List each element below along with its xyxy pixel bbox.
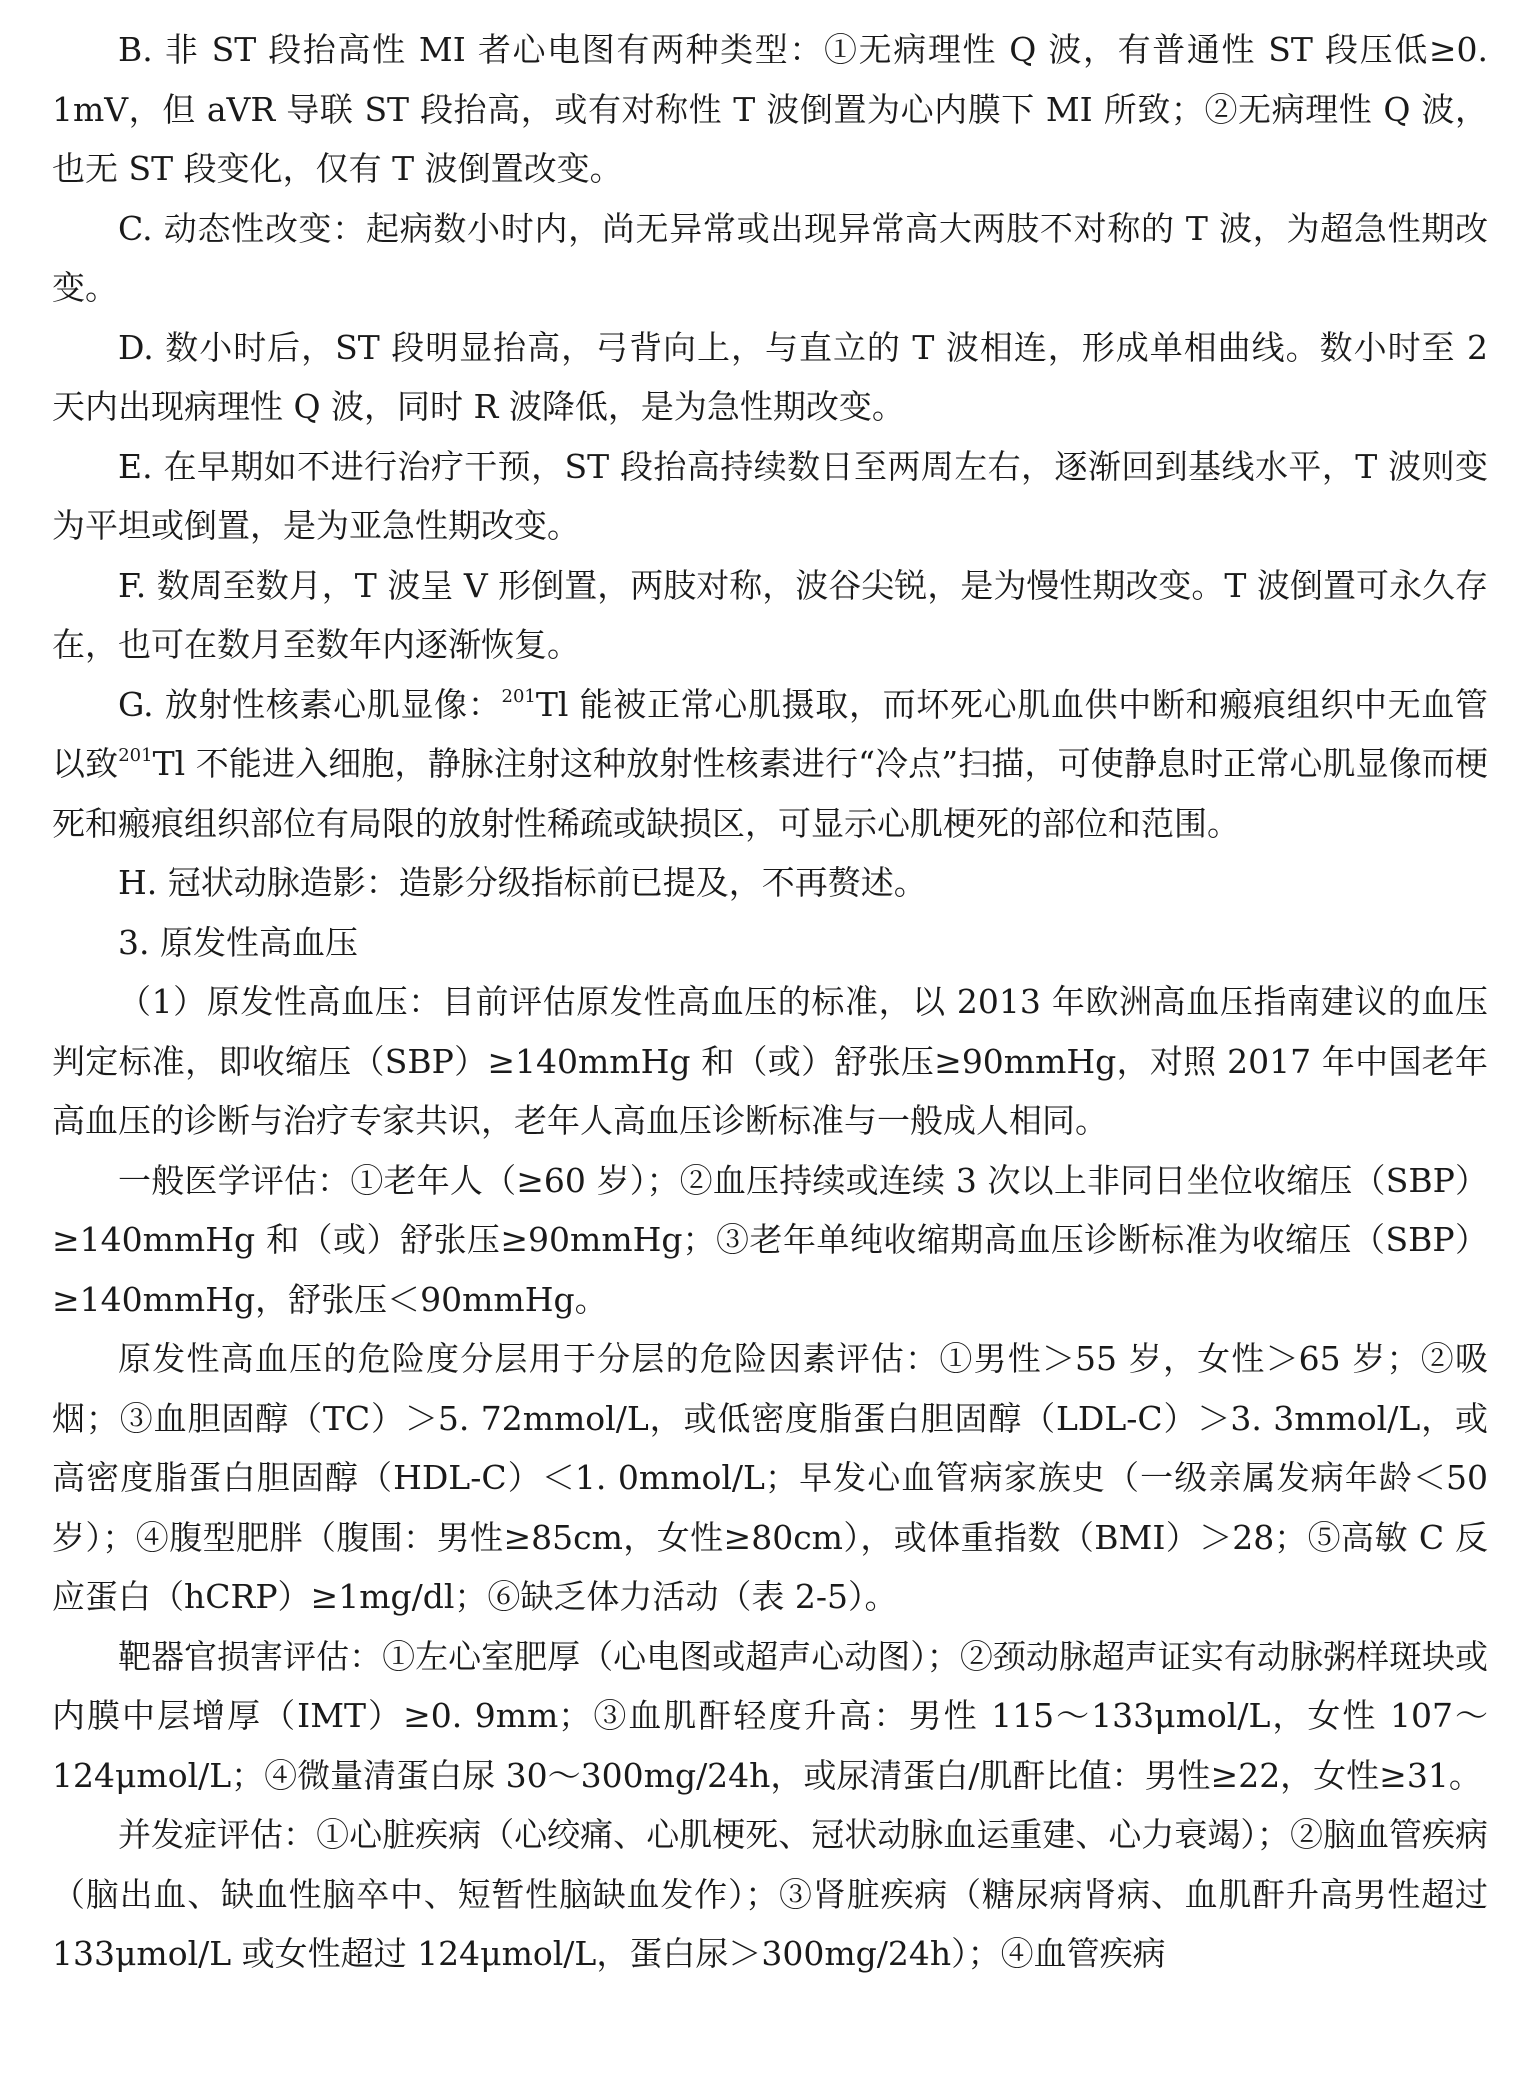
- paragraph-complications: 并发症评估：①心脏疾病（心绞痛、心肌梗死、冠状动脉血运重建、心力衰竭）；②脑血管疾病（脑出血、缺血性脑卒中、短暂性脑缺血发作）；③肾脏疾病（糖尿病肾病、血肌酐升高男性超过 133μmol/L 或女性超过 124μmol/L，蛋白尿＞300mg/24h）；④血管疾病: [52, 1815, 1488, 1973]
- paragraph-risk-stratification: 原发性高血压的危险度分层用于分层的危险因素评估：①男性＞55 岁，女性＞65 岁；②吸烟；③血胆固醇（TC）＞5. 72mmol/L，或低密度脂蛋白胆固醇（LDL-C）＞3. 3mmol/L，或高密度脂蛋白胆固醇（HDL-C）＜1. 0mmol/L；早发心血管病家族史（一级亲属发病年龄＜50 岁）；④腹型肥胖（腹围：男性≥85cm，女性≥80cm），或体重指数（BMI）＞28；⑤高敏 C 反应蛋白（hCRP）≥1mg/dl；⑥缺乏体力活动（表 2-5）。: [52, 1339, 1488, 1616]
- section-heading-hypertension: 3. 原发性高血压: [118, 922, 358, 962]
- paragraph-b: B. 非 ST 段抬高性 MI 者心电图有两种类型：①无病理性 Q 波，有普通性 ST 段压低≥0. 1mV，但 aVR 导联 ST 段抬高，或有对称性 T 波倒置为心内膜下 MI 所致；②无病理性 Q 波，也无 ST 段变化，仅有 T 波倒置改变。: [52, 30, 1488, 188]
- paragraph-general-assessment: 一般医学评估：①老年人（≥60 岁）；②血压持续或连续 3 次以上非同日坐位收缩压（SBP）≥140mmHg 和（或）舒张压≥90mmHg；③老年单纯收缩期高血压诊断标准为收缩压（SBP）≥140mmHg，舒张压＜90mmHg。: [52, 1160, 1488, 1319]
- paragraph-e: E. 在早期如不进行治疗干预，ST 段抬高持续数日至两周左右，逐渐回到基线水平，T 波则变为平坦或倒置，是为亚急性期改变。: [52, 446, 1488, 545]
- superscript-201-first: 201: [501, 685, 536, 707]
- paragraph-h: H. 冠状动脉造影：造影分级指标前已提及，不再赘述。: [118, 863, 927, 902]
- paragraph-hypertension-definition: （1）原发性高血压：目前评估原发性高血压的标准，以 2013 年欧洲高血压指南建议的血压判定标准，即收缩压（SBP）≥140mmHg 和（或）舒张压≥90mmHg，对照 2017 年中国老年高血压的诊断与治疗专家共识，老年人高血压诊断标准与一般成人相同。: [52, 982, 1488, 1140]
- paragraph-d: D. 数小时后，ST 段明显抬高，弓背向上，与直立的 T 波相连，形成单相曲线。数小时至 2 天内出现病理性 Q 波，同时 R 波降低，是为急性期改变。: [52, 327, 1488, 426]
- paragraph-g-part3: Tl 不能进入细胞，静脉注射这种放射性核素进行“冷点”扫描，可使静息时正常心肌显像而梗死和瘢痕组织部位有局限的放射性稀疏或缺损区，可显示心肌梗死的部位和范围。: [52, 744, 1489, 843]
- paragraph-g-part1: G. 放射性核素心肌显像：: [118, 684, 502, 724]
- paragraph-c: C. 动态性改变：起病数小时内，尚无异常或出现异常高大两肢不对称的 T 波，为超急性期改变。: [52, 208, 1488, 307]
- document-page: [52, 20, 1488, 1984]
- paragraph-g: [52, 675, 1488, 854]
- paragraph-f: F. 数周至数月，T 波呈 V 形倒置，两肢对称，波谷尖锐，是为慢性期改变。T 波倒置可永久存在，也可在数月至数年内逐渐恢复。: [52, 565, 1488, 664]
- paragraph-target-organ-damage: 靶器官损害评估：①左心室肥厚（心电图或超声心动图）；②颈动脉超声证实有动脉粥样斑块或内膜中层增厚（IMT）≥0. 9mm；③血肌酐轻度升高：男性 115～133μmol/L，女性 107～124μmol/L；④微量清蛋白尿 30～300mg/24h，或尿清蛋白/肌酐比值：男性≥22，女性≥31。: [52, 1636, 1488, 1795]
- superscript-201-second: 201: [118, 745, 153, 766]
- paragraph-g-part2: Tl 能被正常心肌摄取，而坏死心肌血供中断和瘢痕组织中无血管以致: [52, 684, 1488, 783]
